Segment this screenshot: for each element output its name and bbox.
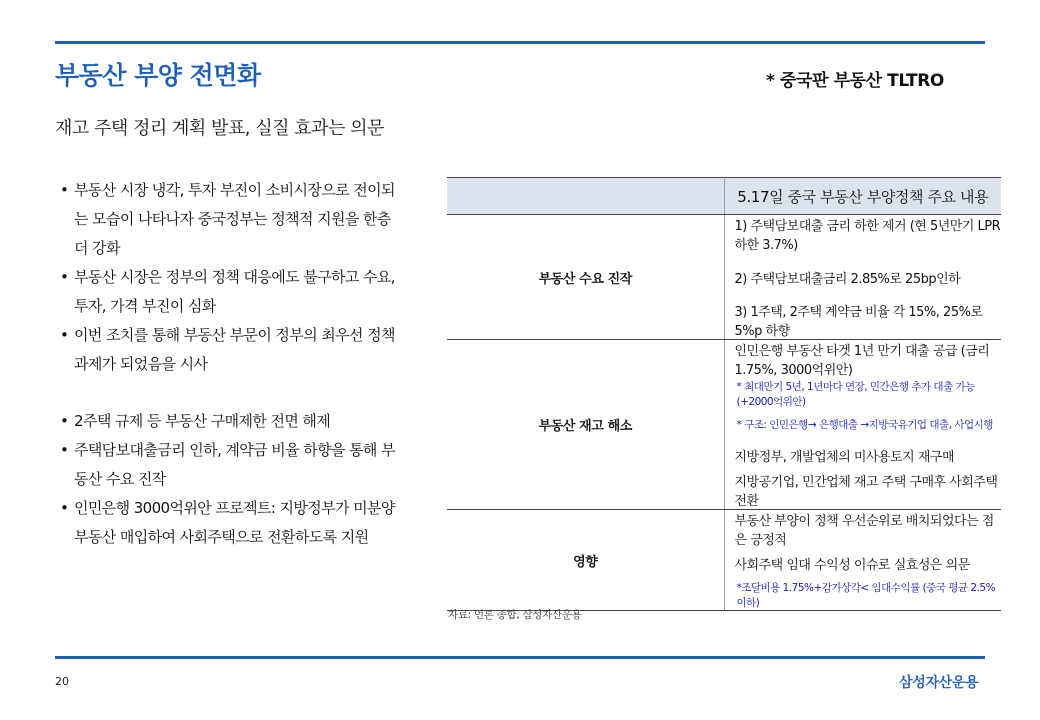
tltro-tag: * 중국판 부동산 TLTRO (766, 71, 944, 91)
table-cell: 3) 1주택, 2주택 계약금 비율 각 15%, 25%로 5%p 하향 (724, 301, 1001, 340)
table-row (447, 215, 1001, 254)
table-note: *조달비용 1.75%+감가상각< 임대수익률 (중국 평균 2.5%이하) (724, 579, 1001, 611)
bullet-item: • 인민은행 3000억위안 프로젝트: 지방정부가 미분양 부동산 매입하여 사회주택으로 전환하도록 지원 (60, 494, 405, 552)
bullet-item: • 부동산 시장 냉각, 투자 부진이 소비시장으로 전이되는 모습이 나타나자 중국정부는 정책적 지원을 한층 더 강화 (60, 176, 405, 263)
table-note: * 구조: 인민은행→ 은행대출 →지방국유기업 대출, 사업시행 (736, 419, 993, 431)
page-title: 부동산 부양 전면화 (55, 61, 261, 90)
page-number: 20 (55, 675, 69, 688)
table-cell: 사회주택 임대 수익성 이슈로 실효성은 의문 (734, 558, 970, 573)
table-header-corner (447, 178, 724, 215)
row-label-inventory: 부동산 재고 해소 (447, 340, 724, 510)
table-cell: 1) 주택담보대출 금리 하한 제거 (현 5년만기 LPR 하한 3.7%) (734, 219, 1001, 253)
source-note: 자료: 언론 종합, 삼성자산운용 (448, 609, 582, 621)
table-cell: 지방공기업, 민간업체 재고 주택 구매후 사회주택 전환 (724, 471, 1001, 510)
table-cell: 지방정부, 개발업체의 미사용토지 재구매 (734, 450, 955, 465)
table-row (447, 510, 1001, 549)
policy-table (447, 177, 1001, 611)
bullet-item: • 부동산 시장은 정부의 정책 대응에도 불구하고 수요, 투자, 가격 부진이 심화 (60, 263, 405, 321)
bullet-list (60, 176, 405, 552)
table-note: * 최대만기 5년, 1년마다 연장, 민간은행 추가 대출 가능(+2000억위안) (736, 380, 975, 408)
table-header-row (447, 178, 1001, 215)
bottom-rule (55, 656, 985, 659)
page-subtitle: 재고 주택 정리 계획 발표, 실질 효과는 의문 (55, 118, 384, 139)
top-rule (55, 41, 985, 44)
brand-logo: 삼성자산운용 (899, 675, 979, 691)
row-label-demand: 부동산 수요 진작 (447, 215, 724, 340)
table-row (447, 340, 1001, 379)
table-header: 5.17일 중국 부동산 부양정책 주요 내용 (724, 178, 1001, 215)
bullet-item: • 2주택 규제 등 부동산 구매제한 전면 해제 (60, 407, 405, 436)
bullet-item: • 주택담보대출금리 인하, 계약금 비율 하향을 통해 부동산 수요 진작 (60, 436, 405, 494)
table-cell: 부동산 부양이 정책 우선순위로 배치되었다는 점은 긍정적 (734, 514, 994, 548)
bullet-item: • 이번 조치를 통해 부동산 부문이 정부의 최우선 정책 과제가 되었음을 시사 (60, 321, 405, 379)
table-cell: 인민은행 부동산 타겟 1년 만기 대출 공급 (금리 1.75%, 3000억위안) (734, 344, 990, 378)
table-cell: 2) 주택담보대출금리 2.85%로 25bp인하 (734, 271, 961, 287)
row-label-impact: 영향 (447, 510, 724, 611)
